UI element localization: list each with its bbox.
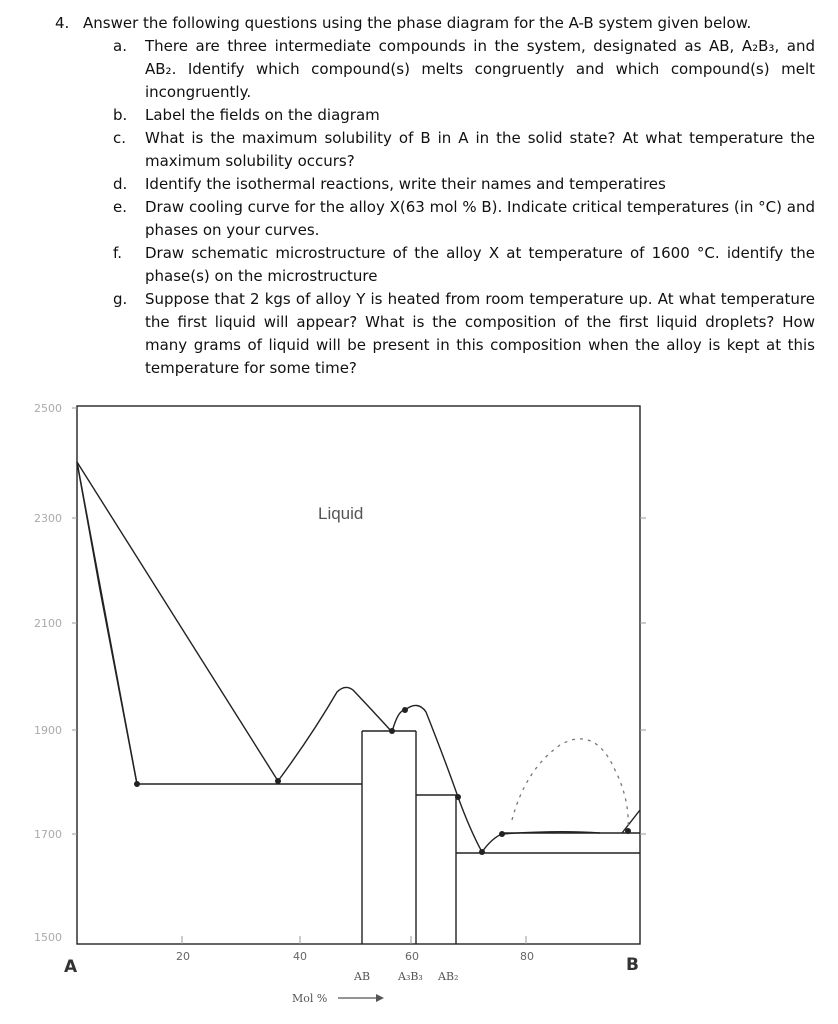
b-side-liquidus	[622, 810, 640, 833]
y-tick-label: 1700	[34, 828, 62, 841]
item-label: c.	[113, 129, 127, 147]
compound-label-ab: AB	[354, 970, 371, 983]
component-b-label: B	[626, 955, 639, 975]
component-a-label: A	[64, 957, 78, 977]
question-number: 4.	[55, 14, 70, 32]
x-axis-arrow	[338, 994, 384, 1002]
item-label: g.	[113, 290, 128, 308]
liquidus-ab	[278, 687, 392, 781]
diagram-lines	[72, 406, 646, 944]
field-label-liquid: Liquid	[318, 504, 364, 523]
item-text: Draw cooling curve for the alloy X(63 mol % B). Indicate critical temperatures (in °C) and phases on your curves.	[145, 198, 815, 239]
x-tick-label: 20	[176, 950, 190, 963]
item-text: What is the maximum solubility of B in A in the solid state? At what temperature the maximum solubility occurs?	[145, 129, 815, 170]
item-label: b.	[113, 106, 128, 124]
x-tick-label: 60	[405, 950, 419, 963]
y-tick-label: 2300	[34, 512, 62, 525]
x-axis-label: Mol %	[292, 992, 328, 1005]
item-label: d.	[113, 175, 128, 193]
question-intro: Answer the following questions using the phase diagram for the A-B system given below.	[83, 14, 752, 32]
x-tick-label: 40	[293, 950, 307, 963]
item-text: Draw schematic microstructure of the alloy X at temperature of 1600 °C. identify the phase(s) on the microstructure	[145, 244, 815, 285]
y-tick-label: 2100	[34, 617, 62, 630]
liquidus-ab2	[458, 797, 600, 852]
compound-label-a2b3: A₃B₃	[398, 970, 423, 983]
x-tick-label: 80	[520, 950, 534, 963]
compound-label-ab2: AB₂	[438, 970, 459, 983]
item-label: a.	[113, 37, 127, 55]
y-tick-label: 1900	[34, 724, 62, 737]
item-text: There are three intermediate compounds in the system, designated as AB, A₂B₃, and AB₂. Identify which compound(s) melts congruently and which compound(s) melt incongruently.	[145, 37, 815, 101]
item-text: Identify the isothermal reactions, write their names and temperatires	[145, 175, 666, 193]
item-text: Suppose that 2 kgs of alloy Y is heated from room temperature up. At what temperature the first liquid will appear? What is the composition of the first liquid droplets? How many grams of liquid will be present in this composition when the alloy is kept at this temperature for some time?	[145, 290, 815, 377]
y-tick-label: 2500	[34, 402, 62, 415]
item-text: Label the fields on the diagram	[145, 106, 380, 124]
liquidus-a2b3	[392, 705, 458, 797]
item-label: e.	[113, 198, 127, 216]
axis-ticks	[72, 408, 646, 944]
item-label: f.	[113, 244, 122, 262]
y-tick-label: 1500	[34, 931, 62, 944]
miscibility-gap	[512, 739, 628, 830]
diagram-frame	[77, 406, 640, 944]
